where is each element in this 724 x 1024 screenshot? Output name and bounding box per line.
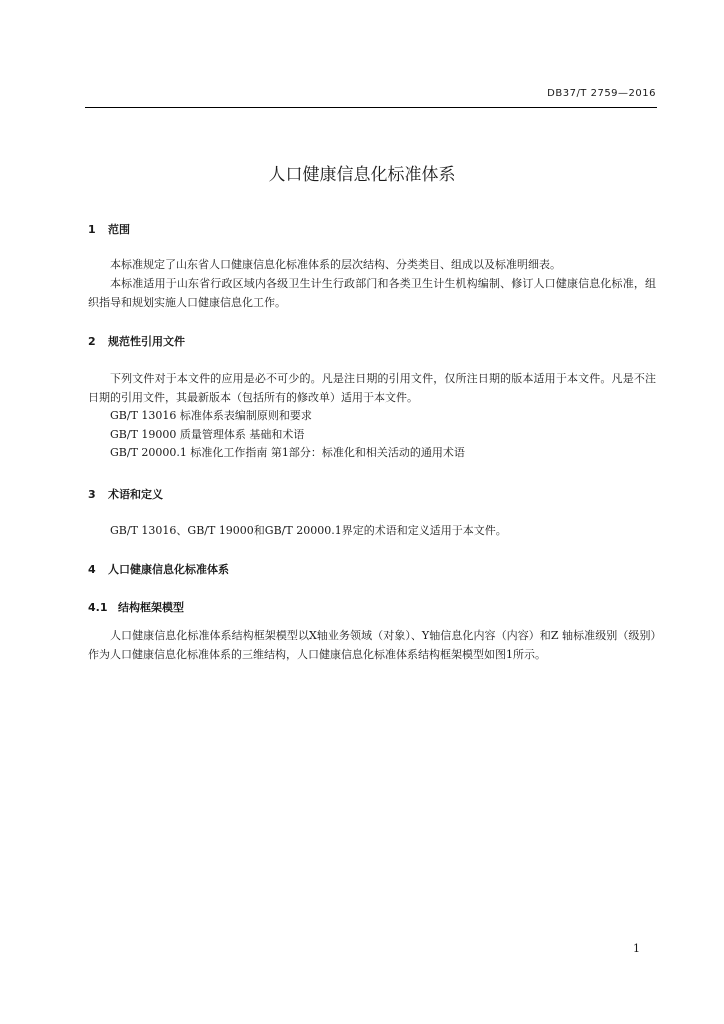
- section-number: 4: [88, 563, 96, 576]
- section-number: 4.1: [88, 601, 108, 614]
- section-title: 规范性引用文件: [108, 335, 185, 348]
- reference-item: GB/T 13016 标准体系表编制原则和要求: [110, 409, 312, 422]
- header-divider: [85, 107, 657, 108]
- section-1-paragraph-1: 本标准规定了山东省人口健康信息化标准体系的层次结构、分类类目、组成以及标准明细表。: [110, 258, 561, 271]
- section-number: 3: [88, 488, 96, 501]
- section-1-heading: [88, 221, 130, 237]
- section-3-heading: [88, 486, 163, 502]
- reference-item: GB/T 20000.1 标准化工作指南 第1部分：标准化和相关活动的通用术语: [110, 446, 465, 459]
- section-number: 2: [88, 335, 96, 348]
- section-4-heading: [88, 561, 229, 577]
- section-2-paragraph-1: 下列文件对于本文件的应用是必不可少的。凡是注日期的引用文件，仅所注日期的版本适用于本文件。凡是不注日期的引用文件，其最新版本（包括所有的修改单）适用于本文件。: [88, 372, 656, 404]
- section-title: 人口健康信息化标准体系: [108, 563, 229, 576]
- section-2-heading: [88, 333, 185, 349]
- section-title: 结构框架模型: [118, 601, 184, 614]
- section-4-1-paragraph-1: 人口健康信息化标准体系结构框架模型以X轴业务领域（对象）、Y轴信息化内容（内容）和Z 轴标准级别（级别）作为人口健康信息化标准体系的三维结构，人口健康信息化标准体系结构框架模型如图1所示。: [88, 629, 656, 661]
- page-number: 1: [633, 942, 640, 955]
- standard-code: DB37/T 2759—2016: [547, 88, 656, 99]
- reference-item: GB/T 19000 质量管理体系 基础和术语: [110, 428, 305, 441]
- section-1-paragraph-2: 本标准适用于山东省行政区域内各级卫生计生行政部门和各类卫生计生机构编制、修订人口健康信息化标准，组织指导和规划实施人口健康信息化工作。: [88, 277, 656, 309]
- section-4-1-heading: [88, 599, 184, 615]
- section-title: 术语和定义: [108, 488, 163, 501]
- section-title: 范围: [108, 223, 130, 236]
- section-3-paragraph-1: GB/T 13016、GB/T 19000和GB/T 20000.1界定的术语和定义适用于本文件。: [110, 524, 507, 537]
- section-number: 1: [88, 223, 96, 236]
- document-title: 人口健康信息化标准体系: [268, 165, 456, 185]
